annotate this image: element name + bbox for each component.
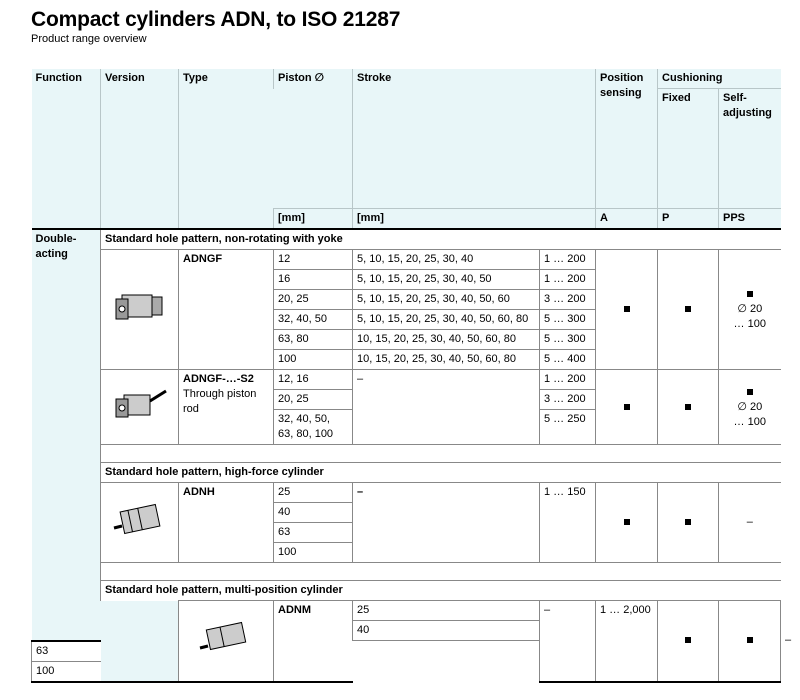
piston-cell: 40: [274, 503, 353, 523]
range-cell: 5 … 400: [540, 350, 596, 370]
piston-cell: 63: [274, 523, 353, 543]
piston-cell: 100: [274, 543, 353, 563]
range-cell: 3 … 200: [540, 290, 596, 310]
piston-cell: 100: [32, 661, 101, 682]
piston-cell: 20, 25: [274, 390, 353, 410]
header-position: Position sensing: [596, 69, 658, 209]
type-adngf: ADNGF: [179, 250, 274, 370]
cylinder-multi-position-icon: [179, 601, 274, 682]
range-cell: 5 … 300: [540, 310, 596, 330]
piston-cell: 12: [274, 250, 353, 270]
stroke-cell: –: [353, 483, 540, 563]
range-cell: 1 … 200: [540, 250, 596, 270]
fixed-mark: [658, 370, 719, 445]
self-adjusting-size: ∅ 20: [737, 400, 763, 413]
header-cushioning: Cushioning: [658, 69, 781, 89]
section-label: Standard hole pattern, high-force cylinder: [101, 463, 781, 483]
fixed-mark: [658, 483, 719, 563]
function-double-acting: Double-acting: [32, 229, 101, 641]
cylinder-yoke-icon: [101, 250, 179, 370]
piston-cell: 25: [353, 601, 540, 621]
self-adjusting-size: ∅ 20: [737, 303, 763, 315]
header-function: Function: [32, 69, 101, 209]
header-piston: Piston ∅: [274, 69, 353, 89]
type-adngf-s2: ADNGF-…-S2: [183, 373, 254, 385]
header-version: Version: [101, 69, 179, 209]
stroke-cell: 5, 10, 15, 20, 25, 30, 40: [353, 250, 540, 270]
range-cell: 1 … 2,000: [596, 601, 658, 682]
stroke-cell: 5, 10, 15, 20, 25, 30, 40, 50, 60: [353, 290, 540, 310]
page-subtitle: Product range overview: [31, 33, 147, 45]
code-position: A: [596, 209, 658, 230]
piston-cell: 25: [274, 483, 353, 503]
type-adngf-s2-desc: Through piston rod: [183, 388, 257, 415]
piston-cell: 20, 25: [274, 290, 353, 310]
unit-piston: [mm]: [274, 209, 353, 230]
range-cell: 1 … 200: [540, 270, 596, 290]
self-adjusting-cell: [719, 250, 781, 370]
range-cell: 3 … 200: [540, 390, 596, 410]
type-adnm: ADNM: [274, 601, 353, 682]
piston-cell: 12, 16: [274, 370, 353, 390]
type-adngf-s2-cell: [179, 370, 274, 445]
stroke-cell: 10, 15, 20, 25, 30, 40, 50, 60, 80: [353, 350, 540, 370]
page-title: Compact cylinders ADN, to ISO 21287: [31, 8, 401, 31]
unit-stroke: [mm]: [353, 209, 596, 230]
stroke-cell: –: [353, 370, 540, 445]
piston-cell: 32, 40, 50: [274, 310, 353, 330]
piston-cell: 16: [274, 270, 353, 290]
stroke-cell: 5, 10, 15, 20, 25, 30, 40, 50: [353, 270, 540, 290]
range-cell: 1 … 200: [540, 370, 596, 390]
section-label: Standard hole pattern, non-rotating with yoke: [101, 229, 781, 250]
header-type: Type: [179, 69, 274, 209]
code-self: PPS: [719, 209, 781, 230]
stroke-cell: 10, 15, 20, 25, 30, 40, 50, 60, 80: [353, 330, 540, 350]
piston-cell: 63, 80: [274, 330, 353, 350]
section-label: Standard hole pattern, multi-position cylinder: [101, 581, 781, 601]
piston-cell: 63: [32, 641, 101, 662]
position-sensing-mark: [596, 370, 658, 445]
stroke-cell: 5, 10, 15, 20, 25, 30, 40, 50, 60, 80: [353, 310, 540, 330]
header-fixed: Fixed: [658, 89, 719, 209]
type-adnh: ADNH: [179, 483, 274, 563]
fixed-mark: [658, 250, 719, 370]
range-cell: 1 … 150: [540, 483, 596, 563]
self-adjusting-cell: [719, 370, 781, 445]
range-cell: 5 … 250: [540, 410, 596, 445]
piston-cell: 40: [353, 621, 540, 641]
code-fixed: P: [658, 209, 719, 230]
piston-cell: 32, 40, 50, 63, 80, 100: [274, 410, 353, 445]
cylinder-high-force-icon: [101, 483, 179, 563]
range-cell: 5 … 300: [540, 330, 596, 350]
self-adjusting-cell: –: [719, 483, 781, 563]
stroke-cell: –: [540, 601, 596, 682]
product-range-table: Function Version Type Piston ∅ Stroke Position sensing Cushioning Fixed Self-adjusting [mm] [mm] A P PPS Double-acting Standard hole pattern, non-rotating with yoke ADNGF 12 5, 10, 15, 20, 25, 30, 40 1 … 200 ∅ 20 … 100 16 5, 10, 15, 20, 25, 30, 40, 50 1 … 200 20, 25 5, 10, 15, 20, 25, 30, 40, 50, 60 3 … 200 32, 40, 50 5, 10, 15, 20, 25, 30, 40, 50, 60, 80 5 … 300 63, 80 10, 15, 20, 25, 30, 40, 50, 60, 80 5 … 300 100 10, 15, 20, 25, 30, 40, 50, 60, 80 5 … 400 ADNGF-…-S2 Through piston rod 12, 16 – 1 … 200 ∅ 20 … 100 20, 25 3 … 200 32, 40, 50, 63, 80, 100 5 … 250 Standard hole pattern, high-force cylinder ADNH 25 – 1 … 150 – 40 63 100 Standard hole pattern, multi-position cylinder ADNM 25 – 1 … 2,000 – 40 63 100: [31, 69, 781, 683]
self-adjusting-size-range: … 100: [733, 415, 766, 428]
position-sensing-mark: [596, 250, 658, 370]
fixed-mark: [719, 601, 781, 682]
header-self: Self-adjusting: [719, 89, 781, 209]
cylinder-through-rod-icon: [101, 370, 179, 445]
piston-cell: 100: [274, 350, 353, 370]
self-adjusting-size-range: … 100: [733, 318, 766, 330]
header-stroke: Stroke: [353, 69, 596, 89]
position-sensing-mark: [658, 601, 719, 682]
position-sensing-mark: [596, 483, 658, 563]
